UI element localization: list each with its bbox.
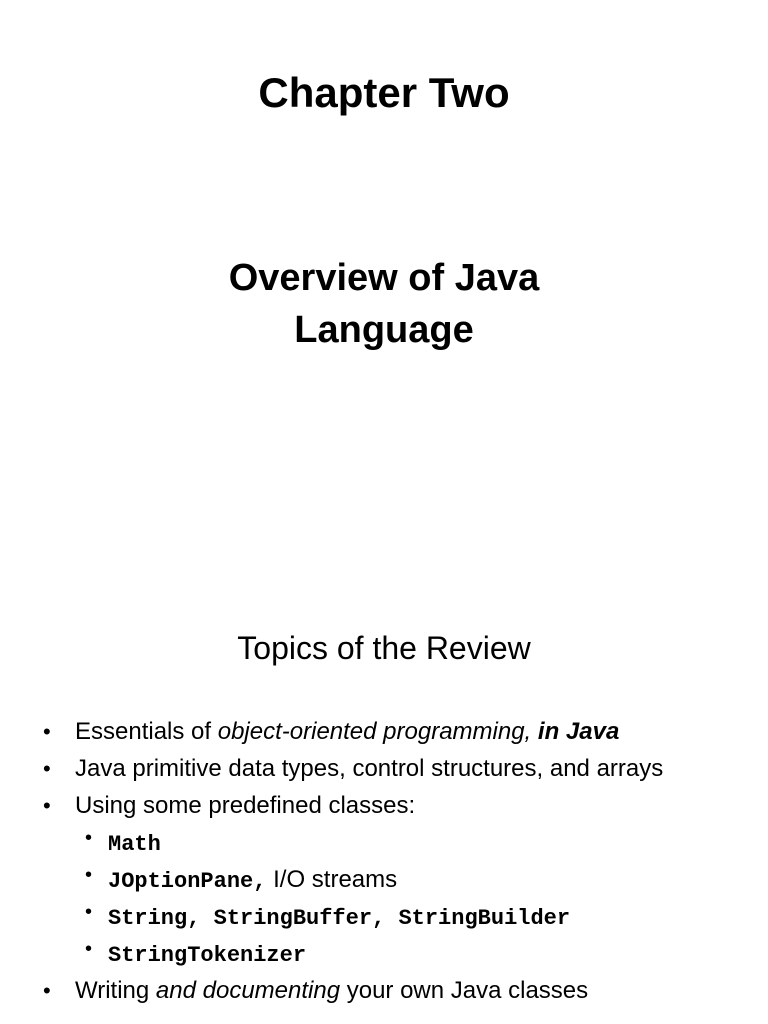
- topic-item-writing-classes: [0, 972, 768, 1009]
- topics-heading: Topics of the Review: [237, 630, 531, 666]
- topic-text: Using some predefined classes:: [75, 792, 416, 819]
- subtopic-item-string-classes: [0, 898, 768, 935]
- subtopic-item-stringtokenizer: [0, 935, 768, 972]
- topic-item-predefined-classes: [0, 787, 768, 824]
- subtitle-line-1: Overview of Java: [228, 257, 540, 299]
- topic-emphasis: and documenting: [155, 977, 341, 1004]
- slide-title: Chapter Two: [258, 69, 510, 116]
- topic-emphasis: object-oriented programming,: [217, 718, 532, 745]
- topic-text: Writing: [75, 977, 156, 1004]
- subtopic-item-math: [0, 824, 768, 861]
- topic-text: I/O streams: [266, 866, 398, 893]
- topic-text: your own Java classes: [340, 977, 589, 1004]
- topic-item-oop: [0, 713, 768, 750]
- code-text: Math: [108, 832, 161, 857]
- subtopic-item-joptionpane: [0, 861, 768, 898]
- subtitle-line-2: Language: [294, 309, 474, 351]
- topic-text: Essentials of: [75, 718, 218, 745]
- topic-item-primitives: [0, 750, 768, 787]
- topics-list: [0, 713, 768, 1009]
- code-text: String, StringBuffer, StringBuilder: [108, 906, 571, 931]
- topic-text: [531, 718, 538, 745]
- topic-strong-emphasis: in Java: [537, 718, 620, 745]
- slide-subtitle: [0, 252, 768, 356]
- code-text: JOptionPane,: [108, 869, 267, 894]
- code-text: StringTokenizer: [108, 943, 307, 968]
- topic-text: Java primitive data types, control structures, and arrays: [75, 755, 664, 782]
